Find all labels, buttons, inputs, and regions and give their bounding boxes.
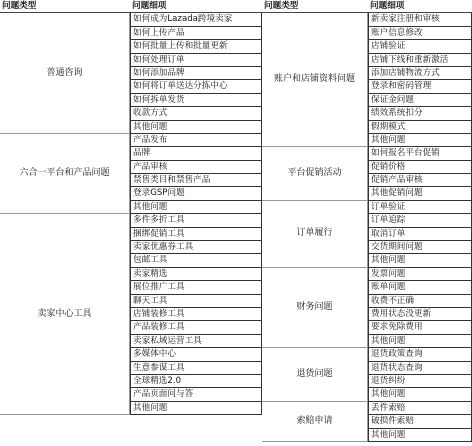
detail-item: 新卖家注册和审核 bbox=[368, 13, 472, 26]
detail-item: 全球精选2.0 bbox=[130, 375, 262, 388]
category-cell: 平台促销活动 bbox=[262, 147, 368, 201]
detail-item: 其他问题 bbox=[368, 388, 472, 401]
detail-item: 其他问题 bbox=[368, 335, 472, 348]
detail-item: 包邮工具 bbox=[130, 254, 262, 267]
detail-item: 账单问题 bbox=[368, 281, 472, 294]
detail-item: 破损件索赔 bbox=[368, 415, 472, 428]
detail-item: 如何处理订单 bbox=[130, 54, 262, 67]
detail-item: 假期模式 bbox=[368, 121, 472, 134]
category-cell: 六合一平台和产品问题 bbox=[0, 134, 130, 214]
detail-item: 如何报名平台促销 bbox=[368, 147, 472, 160]
detail-item: 添加店铺物流方式 bbox=[368, 67, 472, 80]
column-header-type: 问题类型 bbox=[262, 0, 368, 13]
category-cell: 退货问题 bbox=[262, 348, 368, 402]
category-cell: 账户和店铺资料问题 bbox=[262, 13, 368, 147]
category-cell: 普通咨询 bbox=[0, 13, 130, 134]
category-cell: 财务问题 bbox=[262, 268, 368, 348]
detail-item: 如何成为Lazada跨境卖家 bbox=[130, 13, 262, 26]
detail-item: 其他问题 bbox=[130, 201, 262, 214]
detail-item: 其他问题 bbox=[368, 429, 472, 442]
detail-item: 其他问题 bbox=[368, 134, 472, 147]
detail-item: 捆绑促销工具 bbox=[130, 228, 262, 241]
detail-item: 订单验证 bbox=[368, 201, 472, 214]
detail-item: 其他促销问题 bbox=[368, 187, 472, 200]
detail-item: 登录GSP问题 bbox=[130, 187, 262, 200]
detail-item: 禁售类目和禁售产品 bbox=[130, 174, 262, 187]
detail-item: 其他问题 bbox=[130, 402, 262, 415]
category-cell: 订单履行 bbox=[262, 201, 368, 268]
detail-item: 绩效系统扣分 bbox=[368, 107, 472, 120]
detail-item: 多件多折工具 bbox=[130, 214, 262, 227]
detail-item: 产品审核 bbox=[130, 161, 262, 174]
detail-item: 聊天工具 bbox=[130, 295, 262, 308]
detail-item: 卖家精选 bbox=[130, 268, 262, 281]
detail-item: 如何添加品牌 bbox=[130, 67, 262, 80]
detail-item: 收款方式 bbox=[130, 107, 262, 120]
detail-item: 交货期间问题 bbox=[368, 241, 472, 254]
detail-item: 如何拆单发货 bbox=[130, 94, 262, 107]
detail-item: 店铺下线和重新激活 bbox=[368, 54, 472, 67]
detail-item: 促销产品审核 bbox=[368, 174, 472, 187]
column-header-type: 问题类型 bbox=[0, 0, 130, 13]
detail-item: 订单追踪 bbox=[368, 214, 472, 227]
detail-item: 多媒体中心 bbox=[130, 348, 262, 361]
category-cell: 卖家中心工具 bbox=[0, 214, 130, 415]
detail-item: 卖家优惠券工具 bbox=[130, 241, 262, 254]
detail-item: 生意参谋工具 bbox=[130, 362, 262, 375]
detail-item: 收费不正确 bbox=[368, 295, 472, 308]
detail-item: 如何批量上传和批量更新 bbox=[130, 40, 262, 53]
detail-item: 登录和密码管理 bbox=[368, 80, 472, 93]
detail-item: 其他问题 bbox=[368, 254, 472, 267]
detail-item: 取消订单 bbox=[368, 228, 472, 241]
detail-item: 卖家私域运营工具 bbox=[130, 335, 262, 348]
detail-item: 费用状态没更新 bbox=[368, 308, 472, 321]
detail-item: 发票问题 bbox=[368, 268, 472, 281]
column-header-detail: 问题细项 bbox=[368, 0, 472, 13]
detail-item: 产品装修工具 bbox=[130, 321, 262, 334]
detail-item: 账户信息修改 bbox=[368, 27, 472, 40]
detail-item: 如何将订单送达分拣中心 bbox=[130, 80, 262, 93]
detail-item: 展位推广工具 bbox=[130, 281, 262, 294]
detail-item: 保证金问题 bbox=[368, 94, 472, 107]
category-cell: 索赔申请 bbox=[262, 402, 368, 442]
detail-item: 品牌 bbox=[130, 147, 262, 160]
detail-item: 要求免除费用 bbox=[368, 321, 472, 334]
right-table bbox=[262, 0, 472, 442]
detail-item: 店铺验证 bbox=[368, 40, 472, 53]
detail-item: 促销价格 bbox=[368, 161, 472, 174]
detail-item: 退货纠纷 bbox=[368, 375, 472, 388]
detail-item: 如何上传产品 bbox=[130, 27, 262, 40]
detail-item: 退货状态查询 bbox=[368, 362, 472, 375]
detail-item: 其他问题 bbox=[130, 121, 262, 134]
detail-item: 退货政策查询 bbox=[368, 348, 472, 361]
detail-item: 店铺装修工具 bbox=[130, 308, 262, 321]
detail-item: 产品页面问与答 bbox=[130, 388, 262, 401]
detail-item: 产品发布 bbox=[130, 134, 262, 147]
detail-item: 丢件索赔 bbox=[368, 402, 472, 415]
column-header-detail: 问题细项 bbox=[130, 0, 262, 13]
